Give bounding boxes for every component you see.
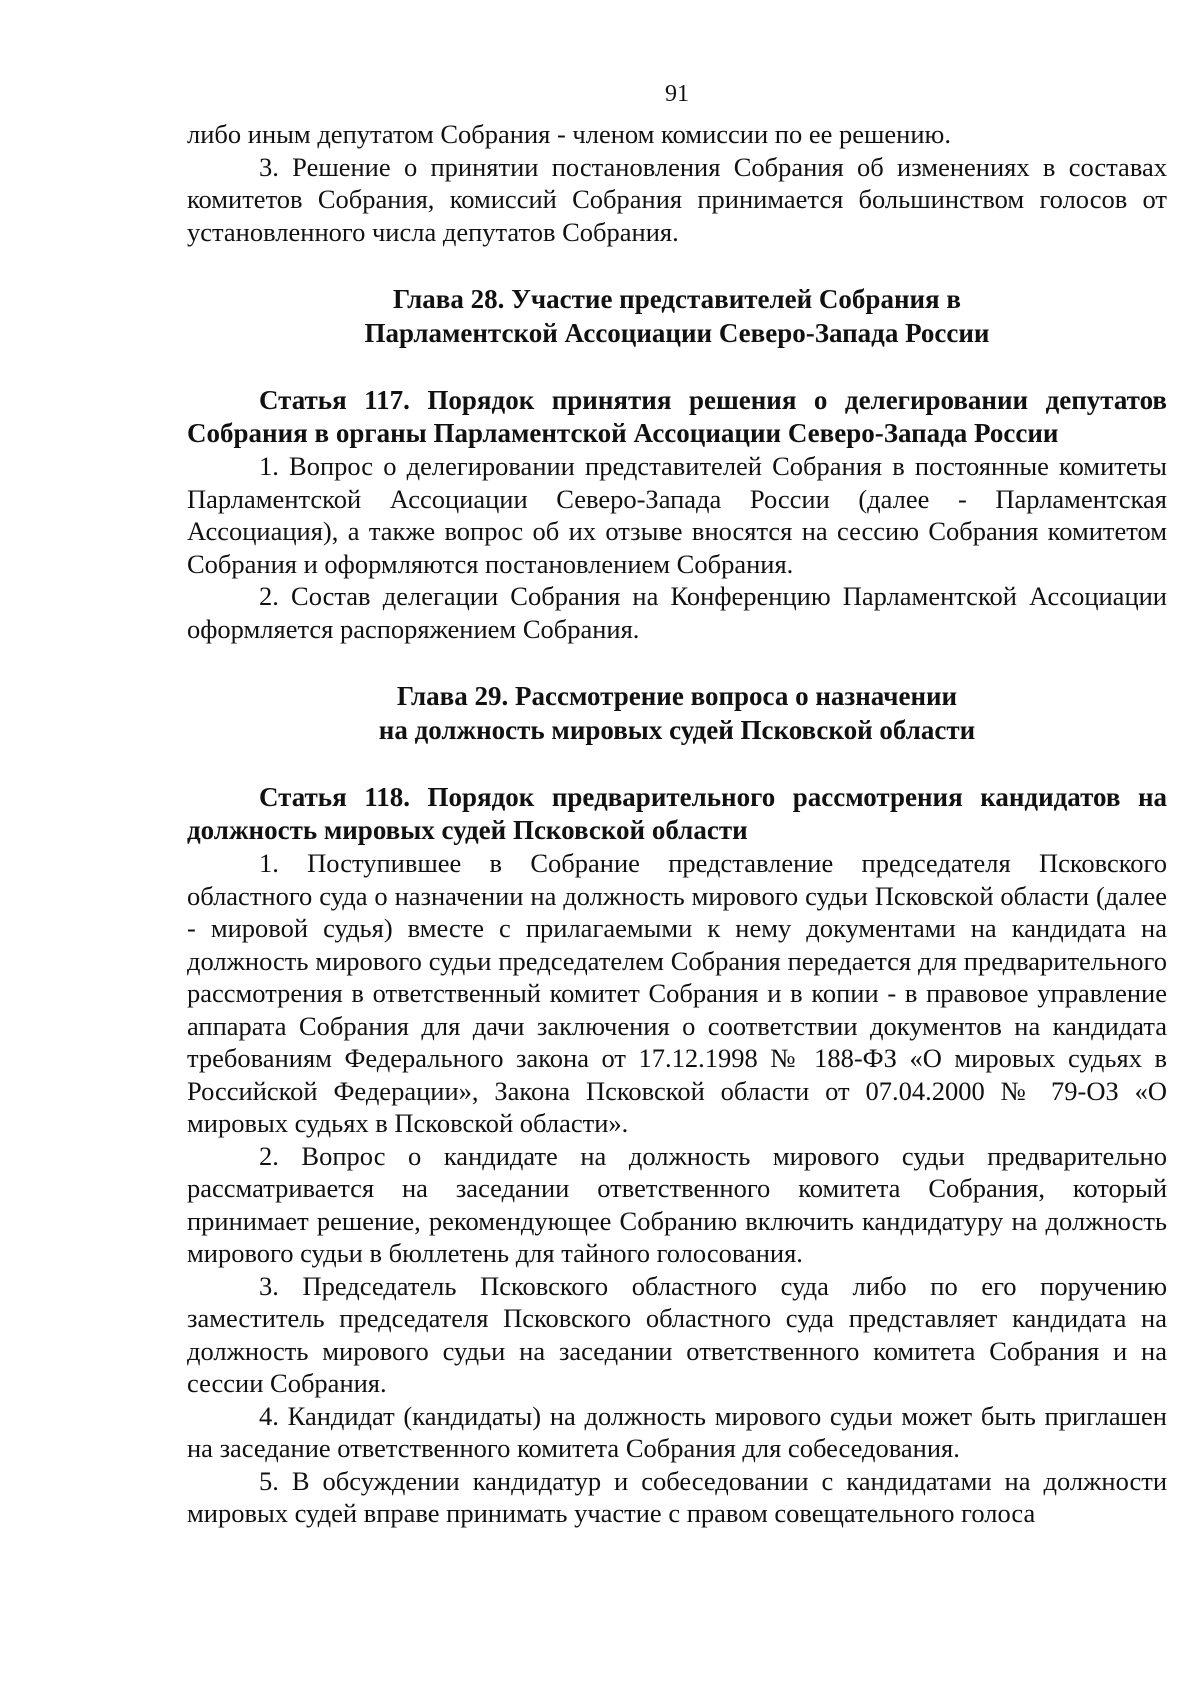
chapter-28-title-line-2: Парламентской Ассоциации Северо-Запада России	[364, 318, 990, 348]
page-number: 91	[665, 81, 689, 107]
article-117-title: Статья 117. Порядок принятия решения о делегировании депутатов Собрания в органы Парламентской Ассоциации Северо-Запада России	[187, 385, 1167, 448]
article-118-item-4: 4. Кандидат (кандидаты) на должность мирового судьи может быть приглашен на заседание ответственного комитета Собрания для собеседования.	[187, 1400, 1167, 1463]
article-118-item-5: 5. В обсуждении кандидатур и собеседовании с кандидатами на должности мировых судей вправе принимать участие с правом совещательного голоса	[187, 1465, 1167, 1528]
document-page	[187, 70, 1167, 1530]
article-118-title: Статья 118. Порядок предварительного рассмотрения кандидатов на должность мировых судей Псковской области	[187, 782, 1167, 845]
chapter-29-title-line-1: Глава 29. Рассмотрение вопроса о назначении	[396, 681, 958, 711]
chapter-28-title-line-1: Глава 28. Участие представителей Собрания в	[392, 284, 961, 314]
paragraph-continuation: либо иным депутатом Собрания - членом комиссии по ее решению.	[187, 119, 951, 149]
paragraph-item-3: 3. Решение о принятии постановления Собрания об изменениях в составах комитетов Собрания, комиссий Собрания принимается большинством голосов от установленного числа депутатов Собрания.	[187, 151, 1167, 247]
article-118-item-2: 2. Вопрос о кандидате на должность мирового судьи предварительно рассматривается на заседании ответственного комитета Собрания, который принимает решение, рекомендующее Собранию включить кандидатуру на должность мирового судьи в бюллетень для тайного голосования.	[187, 1140, 1167, 1268]
chapter-28-title	[187, 282, 1167, 350]
chapter-29-title-line-2: на должность мировых судей Псковской области	[378, 715, 976, 745]
article-117-item-2: 2. Состав делегации Собрания на Конференцию Парламентской Ассоциации оформляется распоряжением Собрания.	[187, 581, 1167, 644]
article-118-item-1: 1. Поступившее в Собрание представление председателя Псковского областного суда о назначении на должность мирового судьи Псковской области (далее - мировой судья) вместе с прилагаемыми к нему документами на кандидата на должность мирового судьи председателем Собрания передается для предварительного рассмотрения в ответственный комитет Собрания и в копии - в правовое управление аппарата Собрания для дачи заключения о соответствии документов на кандидата требованиям Федерального закона от 17.12.1998 № 188-ФЗ «О мировых судьях в Российской Федерации», Закона Псковской области от 07.04.2000 № 79-ОЗ «О мировых судьях в Псковской области».	[187, 848, 1167, 1138]
article-118-item-3: 3. Председатель Псковского областного суда либо по его поручению заместитель председателя Псковского областного суда представляет кандидата на должность мирового судьи на заседании ответственного комитета Собрания и на сессии Собрания.	[187, 1270, 1167, 1398]
chapter-29-title	[187, 679, 1167, 747]
article-117-item-1: 1. Вопрос о делегировании представителей Собрания в постоянные комитеты Парламентской Ассоциации Северо-Запада России (далее - Парламентская Ассоциация), а также вопрос об их отзыве вносятся на сессию Собрания комитетом Собрания и оформляются постановлением Собрания.	[187, 451, 1167, 579]
